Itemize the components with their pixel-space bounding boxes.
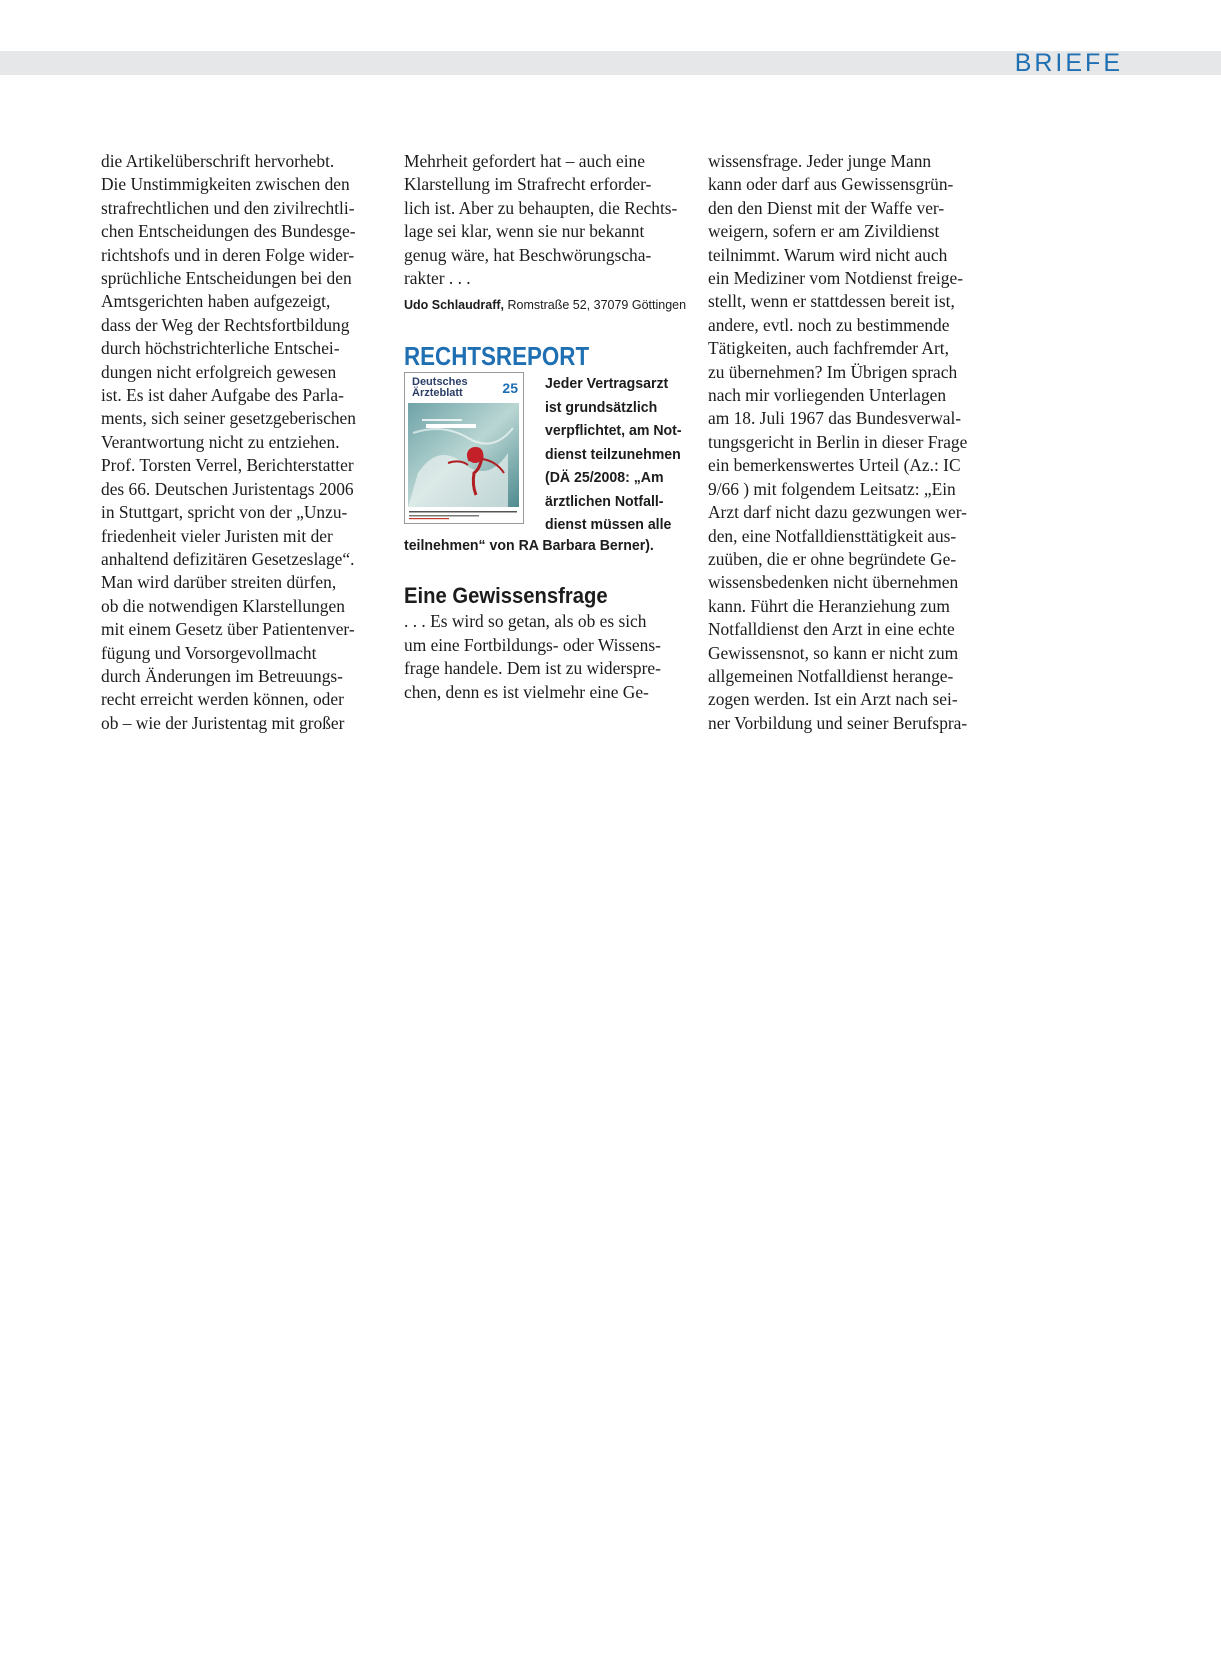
cover-issue-number: 25 bbox=[502, 380, 518, 397]
text-line: nach mir vorliegenden Unterlagen bbox=[708, 385, 947, 406]
text-line: sprüchliche Entscheidungen bei den bbox=[101, 268, 352, 289]
text-line: strafrechtlichen und den zivilrechtli- bbox=[101, 197, 355, 218]
text-line: Amtsgerichten haben aufgezeigt, bbox=[101, 291, 331, 312]
text-line: ob – wie der Juristentag mit großer bbox=[101, 712, 345, 733]
text-line: dienst teilzunehmen bbox=[545, 445, 681, 463]
cover-masthead bbox=[412, 377, 468, 399]
text-line: fügung und Vorsorgevollmacht bbox=[101, 642, 317, 663]
rechtsreport-box bbox=[404, 372, 689, 555]
text-line: zogen werden. Ist ein Arzt nach sei- bbox=[708, 689, 958, 710]
text-line: Mehrheit gefordert hat – auch eine bbox=[404, 151, 645, 171]
signature-address: Romstraße 52, 37079 Göttingen bbox=[504, 298, 687, 313]
text-line: teilnimmt. Warum wird nicht auch bbox=[708, 244, 948, 265]
text-line: Arzt darf nicht dazu gezwungen wer- bbox=[708, 502, 967, 523]
text-line: verpflichtet, am Not- bbox=[545, 422, 682, 440]
text-line: den den Dienst mit der Waffe ver- bbox=[708, 197, 945, 218]
letter-headline: Eine Gewissensfrage bbox=[404, 583, 608, 609]
text-line: Notfalldienst den Arzt in eine echte bbox=[708, 619, 955, 640]
text-line: recht erreicht werden können, oder bbox=[101, 689, 344, 710]
text-line: Verantwortung nicht zu entziehen. bbox=[101, 431, 340, 452]
text-line: in Stuttgart, spricht von der „Unzu- bbox=[101, 502, 348, 523]
text-line: durch höchstrichterliche Entschei- bbox=[101, 338, 340, 359]
text-line: den, eine Notfalldiensttätigkeit aus- bbox=[708, 525, 957, 546]
text-line: rakter . . . bbox=[404, 268, 471, 289]
text-line: chen, denn es ist vielmehr eine Ge- bbox=[404, 681, 649, 702]
letter-ending-text bbox=[404, 150, 689, 290]
text-line: Prof. Torsten Verrel, Berichterstatter bbox=[101, 455, 354, 476]
text-line: am 18. Juli 1967 das Bundesverwal- bbox=[708, 408, 962, 429]
text-line: chen Entscheidungen des Bundesge- bbox=[101, 221, 356, 242]
text-line: kann. Führt die Heranziehung zum bbox=[708, 595, 950, 616]
text-line: Die Unstimmigkeiten zwischen den bbox=[101, 174, 350, 195]
text-line: ist grundsätzlich bbox=[545, 398, 658, 416]
text-line: frage handele. Dem ist zu widerspre- bbox=[404, 658, 661, 679]
cover-masthead-line1: Deutsches bbox=[412, 376, 468, 389]
letter-signature bbox=[404, 295, 689, 315]
cover-masthead-line2: Ärzteblatt bbox=[412, 387, 463, 400]
magazine-cover-image bbox=[404, 372, 524, 524]
rechtsreport-teaser-end: teilnehmen“ von RA Barbara Berner). bbox=[404, 537, 654, 555]
text-line: ist. Es ist daher Aufgabe des Parla- bbox=[101, 385, 344, 406]
text-line: durch Änderungen im Betreuungs- bbox=[101, 665, 343, 686]
text-line: Tätigkeiten, auch fachfremder Art, bbox=[708, 338, 949, 359]
text-line: ner Vorbildung und seiner Berufspra- bbox=[708, 712, 968, 733]
rechtsreport-teaser bbox=[545, 372, 682, 537]
text-line: Klarstellung im Strafrecht erforder- bbox=[404, 174, 652, 195]
text-line: allgemeinen Notfalldienst herange- bbox=[708, 665, 954, 686]
text-line: lage sei klar, wenn sie nur bekannt bbox=[404, 221, 645, 242]
text-line: ein Mediziner vom Notdienst freige- bbox=[708, 268, 963, 289]
text-line: weigern, sofern er am Zivildienst bbox=[708, 221, 940, 242]
column-3 bbox=[708, 150, 993, 735]
text-line: (DÄ 25/2008: „Am bbox=[545, 469, 664, 487]
text-line: des 66. Deutschen Juristentags 2006 bbox=[101, 478, 354, 499]
text-line: richtshofs und in deren Folge wider- bbox=[101, 244, 355, 265]
text-line: Man wird darüber streiten dürfen, bbox=[101, 572, 337, 593]
text-line: dungen nicht erfolgreich gewesen bbox=[101, 361, 337, 382]
text-line: genug wäre, hat Beschwörungscha- bbox=[404, 244, 652, 265]
letter-body-text bbox=[404, 610, 689, 704]
text-line: lich ist. Aber zu behaupten, die Rechts- bbox=[404, 197, 678, 218]
text-line: anhaltend defizitären Gesetzeslage“. bbox=[101, 548, 355, 569]
text-line: zuüben, die er ohne begründete Ge- bbox=[708, 548, 957, 569]
cover-footer-lines bbox=[409, 510, 519, 520]
text-line: . . . Es wird so getan, als ob es sich bbox=[404, 611, 647, 632]
text-line: ments, sich seiner gesetzgeberischen bbox=[101, 408, 356, 429]
text-line: tungsgericht in Berlin in dieser Frage bbox=[708, 431, 968, 452]
text-line: wissensbedenken nicht übernehmen bbox=[708, 572, 959, 593]
text-line: andere, evtl. noch zu bestimmende bbox=[708, 314, 950, 335]
text-line: dienst müssen alle bbox=[545, 516, 672, 534]
cover-artwork bbox=[408, 403, 519, 507]
text-line: 9/66 ) mit folgendem Leitsatz: „Ein bbox=[708, 478, 956, 499]
rubric-heading: RECHTSREPORT bbox=[404, 341, 590, 372]
column-2 bbox=[404, 150, 689, 704]
text-line: Gewissensnot, so kann er nicht zum bbox=[708, 642, 959, 663]
text-line: Jeder Vertragsarzt bbox=[545, 375, 669, 393]
text-line: dass der Weg der Rechtsfortbildung bbox=[101, 314, 350, 335]
text-line: kann oder darf aus Gewissensgrün- bbox=[708, 174, 954, 195]
text-line: zu übernehmen? Im Übrigen sprach bbox=[708, 361, 958, 382]
text-line: wissensfrage. Jeder junge Mann bbox=[708, 151, 932, 171]
column-1 bbox=[101, 150, 386, 735]
text-line: ärztlichen Notfall- bbox=[545, 492, 664, 510]
text-line: friedenheit vieler Juristen mit der bbox=[101, 525, 333, 546]
text-line: ein bemerkenswertes Urteil (Az.: IC bbox=[708, 455, 961, 476]
signature-name: Udo Schlaudraff, bbox=[404, 298, 505, 313]
text-line: um eine Fortbildungs- oder Wissens- bbox=[404, 634, 661, 655]
text-line: ob die notwendigen Klarstellungen bbox=[101, 595, 345, 616]
text-line: stellt, wenn er stattdessen bereit ist, bbox=[708, 291, 955, 312]
text-line: die Artikelüberschrift hervorhebt. bbox=[101, 151, 335, 171]
text-line: mit einem Gesetz über Patientenver- bbox=[101, 619, 355, 640]
column-1-text bbox=[101, 150, 386, 735]
section-label: BRIEFE bbox=[1014, 49, 1123, 77]
column-3-text bbox=[708, 150, 993, 735]
